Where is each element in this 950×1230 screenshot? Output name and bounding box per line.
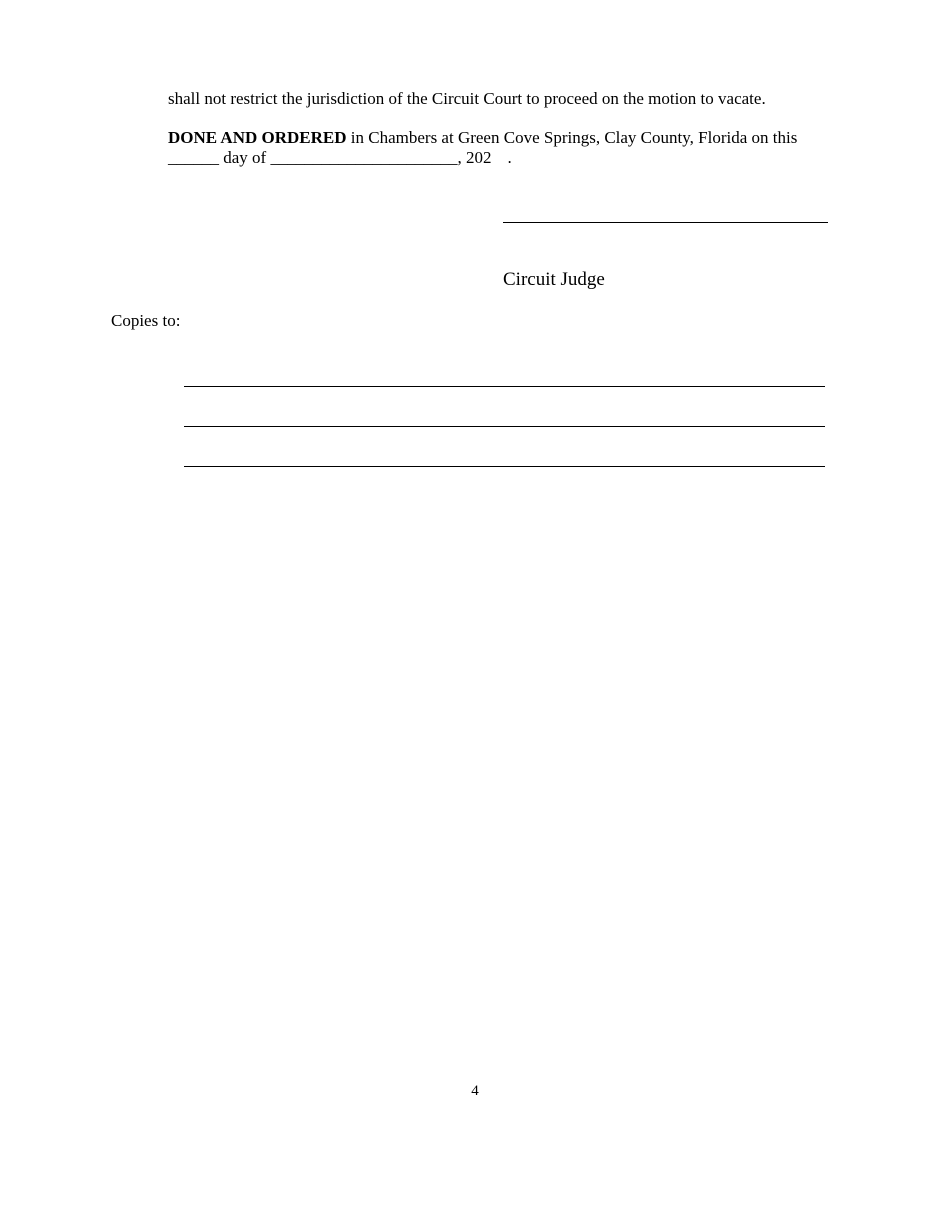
day-blank: ______: [168, 148, 219, 167]
continuation-text: shall not restrict the jurisdiction of the Circuit Court to proceed on the motion to vacate.: [168, 89, 766, 108]
year-end-period: .: [507, 148, 512, 167]
year-text: , 202: [457, 148, 492, 167]
page-number: 4: [471, 1083, 479, 1099]
order-location-text: in Chambers at Green Cove Springs, Clay County, Florida on this: [346, 128, 798, 147]
day-of-text: day of: [219, 148, 271, 167]
copies-to-label: Copies to:: [111, 311, 181, 330]
circuit-judge-title: Circuit Judge: [503, 269, 605, 290]
copies-recipient-line-2: [184, 426, 825, 427]
copies-recipient-line-3: [184, 466, 825, 467]
done-and-ordered-heading: DONE AND ORDERED: [168, 128, 347, 147]
done-and-ordered-line-2: [168, 148, 512, 168]
judge-signature-line: [503, 222, 828, 223]
done-and-ordered-line-1: [168, 128, 797, 148]
month-blank: ______________________: [270, 148, 458, 167]
copies-recipient-line-1: [184, 386, 825, 387]
